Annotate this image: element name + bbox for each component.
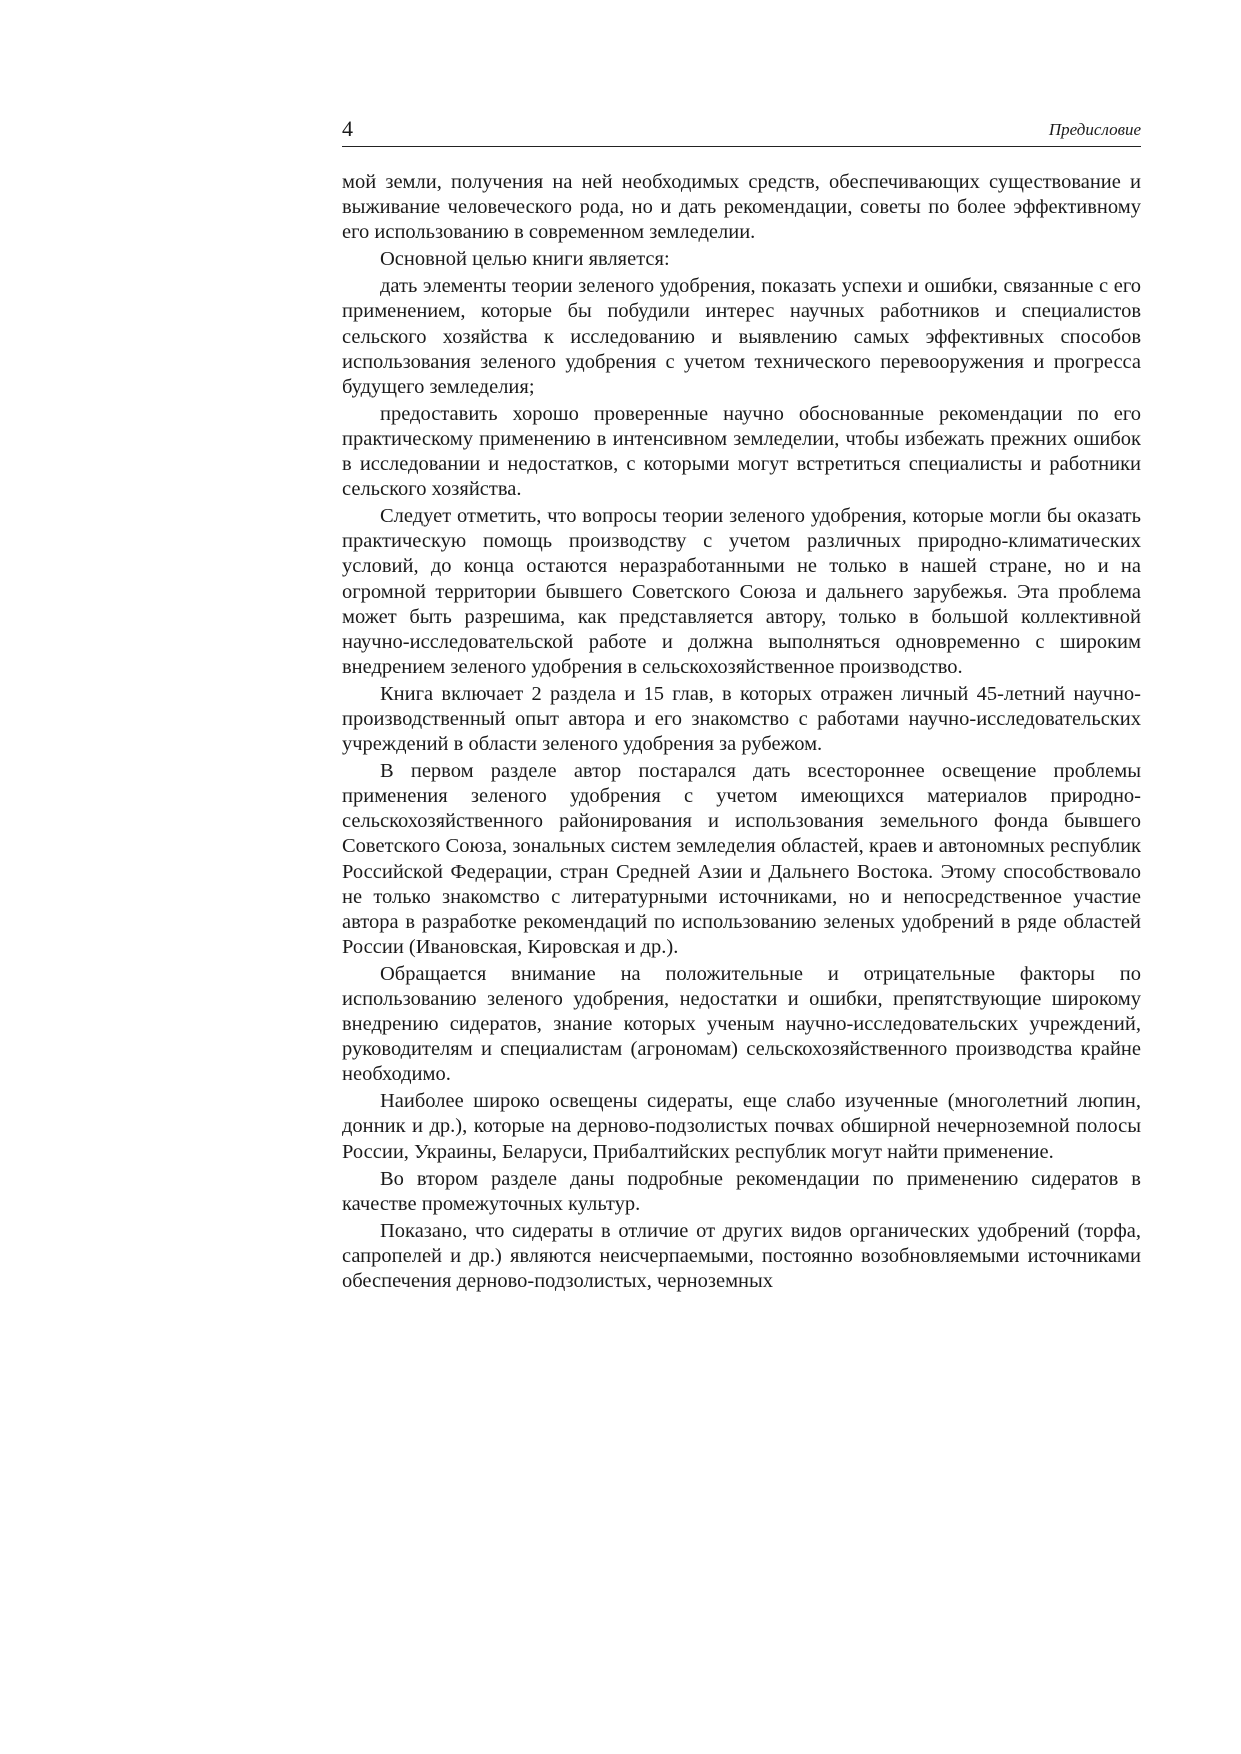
paragraph-continuation: мой земли, получения на ней необходимых средств, обеспечивающих существование и выживание человеческого рода, но и дать рекомендации, советы по более эффективному его использованию в современном земледелии. bbox=[342, 171, 1141, 244]
paragraph-goal-theory: дать элементы теории зеленого удобрения, показать успехи и ошибки, связанные с его применением, которые бы побудили интерес научных работников и специалистов сельского хозяйства к исследованию и выявлению самых эффективных способов использования зеленого удобрения с учетом технического перевооружения и прогресса будущего земледелия; bbox=[342, 275, 1141, 398]
page-header bbox=[342, 112, 1141, 147]
paragraph-goal-intro: Основной целью книги является: bbox=[380, 248, 670, 271]
paragraph-first-section: В первом разделе автор постарался дать всестороннее освещение проблемы применения зеленого удобрения с учетом имеющихся материалов природно-сельскохозяйственного районирования и использования земельного фонда бывшего Советского Союза, зональных систем земледелия областей, краев и автономных республик Российской Федерации, стран Средней Азии и Дальнего Востока. Этому способствовало не только знакомство с литературными источниками, но и непосредственное участие автора в разработке рекомендаций по использованию зеленых удобрений в ряде областей России (Ивановская, Кировская и др.). bbox=[342, 760, 1141, 958]
running-title: Предисловие bbox=[1048, 120, 1141, 139]
paragraph-book-structure: Книга включает 2 раздела и 15 глав, в которых отражен личный 45-летний научно-производственный опыт автора и его знакомство с работами научно-исследовательских учреждений в области зеленого удобрения за рубежом. bbox=[342, 682, 1141, 756]
paragraph-goal-recommendations: предоставить хорошо проверенные научно обоснованные рекомендации по его практическому применению в интенсивном земледелии, чтобы избежать прежних ошибок в исследовании и недостатков, с которыми могут встретиться специалисты и работники сельского хозяйства. bbox=[342, 402, 1141, 501]
paragraph-siderates: Наиболее широко освещены сидераты, еще слабо изученные (многолетний люпин, донник и др.), которые на дерново-подзолистых почвах обширной нечерноземной полосы России, Украины, Беларуси, Прибалтийских республик могут найти применение. bbox=[342, 1090, 1141, 1163]
page-number: 4 bbox=[342, 116, 353, 141]
paragraph-factors: Обращается внимание на положительные и отрицательные факторы по использованию зеленого удобрения, недостатки и ошибки, препятствующие широкому внедрению сидератов, знание которых ученым научно-исследовательских учреждений, руководителям и специалистам (агрономам) сельскохозяйственного производства крайне необходимо. bbox=[342, 962, 1141, 1086]
paragraph-second-section: Во втором разделе даны подробные рекомендации по применению сидератов в качестве промежуточных культур. bbox=[342, 1167, 1141, 1215]
body-text bbox=[342, 170, 1141, 1296]
paragraph-theory-issues: Следует отметить, что вопросы теории зеленого удобрения, которые могли бы оказать практическую помощь производству с учетом различных природно-климатических условий, до конца остаются неразработанными не только в нашей стране, но и на огромной территории бывшего Советского Союза и дальнего зарубежья. Эта проблема может быть разрешима, как представляется автору, только в большой коллективной научно-исследовательской работе и должна выполняться одновременно с широким внедрением зеленого удобрения в сельскохозяйственное производство. bbox=[342, 505, 1141, 678]
paragraph-shown: Показано, что сидераты в отличие от других видов органических удобрений (торфа, сапропелей и др.) являются неисчерпаемыми, постоянно возобновляемыми источниками обеспечения дерново-подзолистых, черноземных bbox=[342, 1219, 1141, 1293]
